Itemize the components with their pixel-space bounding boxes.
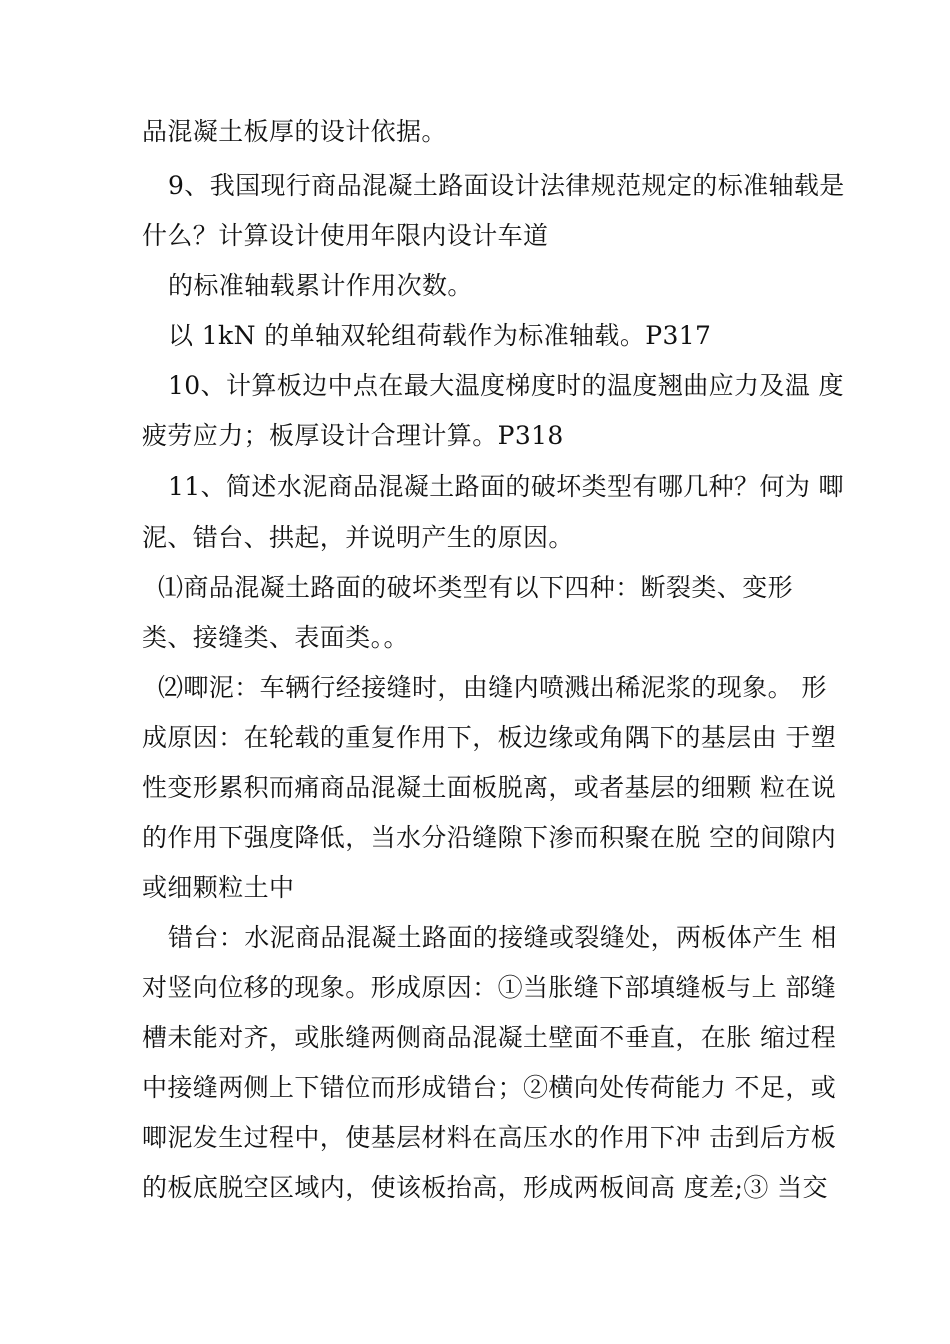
text-line: 什么？计算设计使用年限内设计车道	[142, 221, 549, 250]
answer-11-part-1-line: ⑴商品混凝土路面的破坏类型有以下四种：断裂类、变形	[158, 573, 794, 602]
text-line: 或细颗粒土中	[142, 873, 295, 902]
text-line: 唧泥发生过程中，使基层材料在高压水的作用下冲 击到后方板	[142, 1123, 837, 1152]
text-line: 疲劳应力；板厚设计合理计算。P318	[142, 421, 564, 450]
text-line: 成原因：在轮载的重复作用下，板边缘或角隅下的基层由 于塑	[142, 723, 837, 752]
text-line: 中接缝两侧上下错位而形成错台；②横向处传荷能力 不足，或	[142, 1073, 837, 1102]
text-line: 品混凝土板厚的设计依据。	[142, 117, 447, 146]
text-line: 类、接缝类、表面类。。	[142, 623, 409, 652]
text-line: 槽未能对齐，或胀缝两侧商品混凝土壁面不垂直，在胀 缩过程	[142, 1023, 837, 1052]
question-10-line: 10、计算板边中点在最大温度梯度时的温度翘曲应力及温 度	[168, 371, 844, 400]
text-line: 性变形累积而痛商品混凝土面板脱离，或者基层的细颗 粒在说	[142, 773, 837, 802]
question-9-line: 9、我国现行商品混凝土路面设计法律规范规定的标准轴载是	[168, 171, 845, 200]
text-line: 的标准轴载累计作用次数。	[168, 271, 473, 300]
question-11-line: 11、简述水泥商品混凝土路面的破坏类型有哪几种？何为 唧	[168, 472, 844, 501]
text-line: 泥、错台、拱起，并说明产生的原因。	[142, 523, 574, 552]
faulting-paragraph-line: 错台：水泥商品混凝土路面的接缝或裂缝处，两板体产生 相	[168, 923, 837, 952]
answer-11-part-2-line: ⑵唧泥：车辆行经接缝时，由缝内喷溅出稀泥浆的现象。 形	[158, 673, 827, 702]
text-line: 的板底脱空区域内，使该板抬高，形成两板间高 度差;③ 当交	[142, 1173, 828, 1202]
answer-9-line: 以 1kN 的单轴双轮组荷载作为标准轴载。P317	[168, 321, 712, 350]
text-line: 的作用下强度降低，当水分沿缝隙下渗而积聚在脱 空的间隙内	[142, 823, 837, 852]
text-line: 对竖向位移的现象。形成原因：①当胀缝下部填缝板与上 部缝	[142, 973, 837, 1002]
